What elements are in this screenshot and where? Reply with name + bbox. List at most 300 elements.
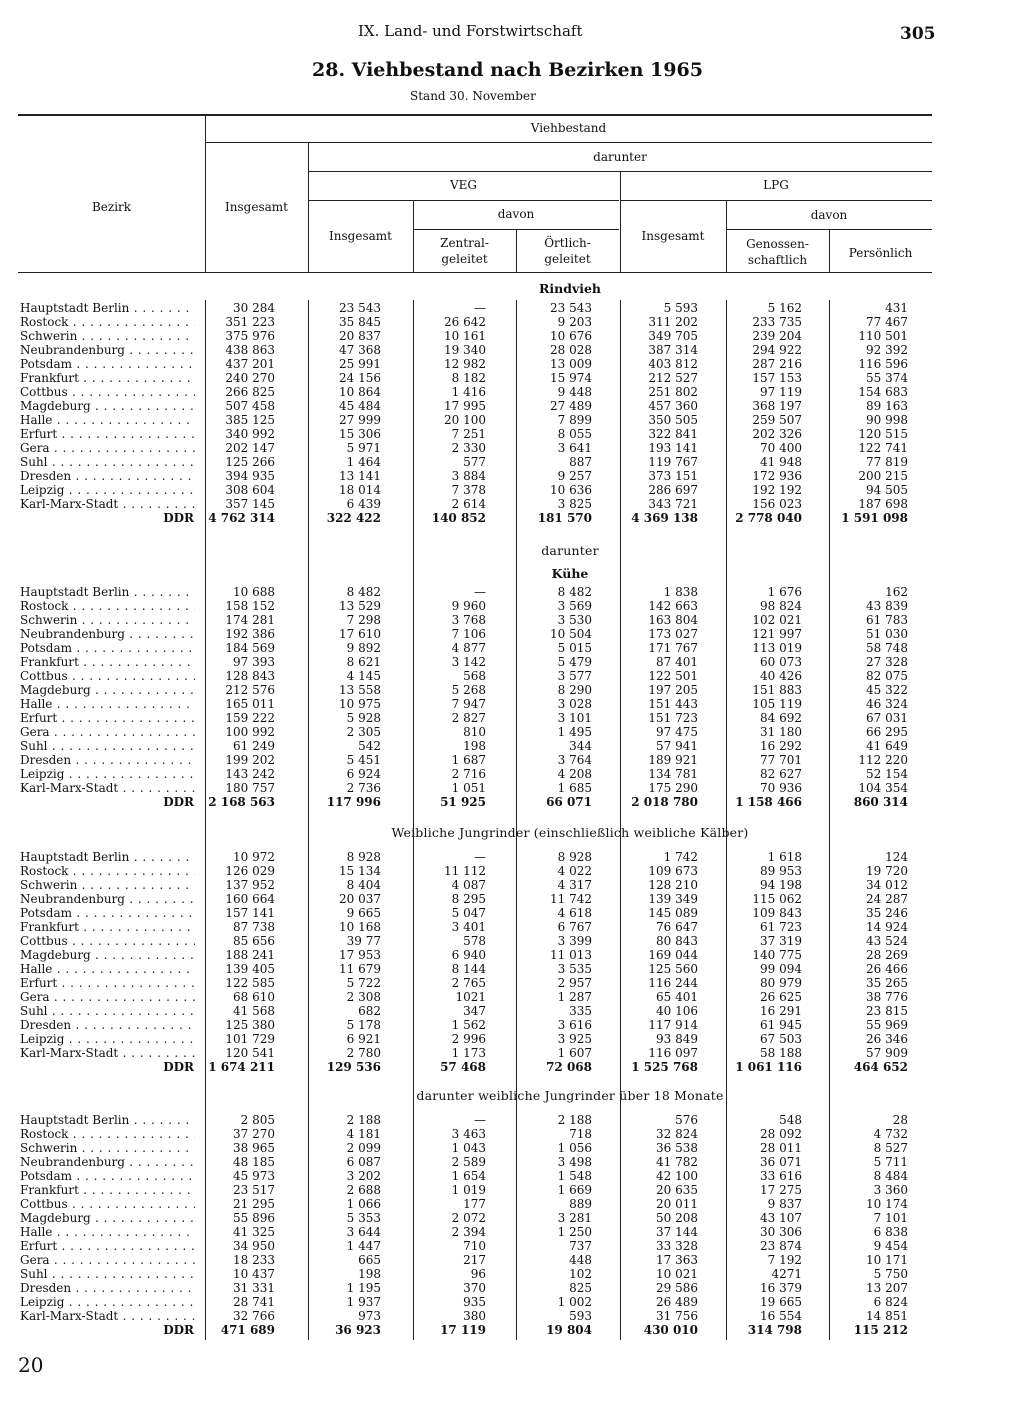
value-cell: 28 — [892, 1113, 908, 1127]
value-cell: 32 766 — [233, 1309, 275, 1323]
value-cell: 20 037 — [339, 892, 381, 906]
header-bezirk: Bezirk — [91, 200, 132, 214]
value-cell: 61 783 — [866, 613, 908, 627]
value-cell: 5 178 — [346, 1018, 381, 1032]
value-cell: 347 — [463, 1004, 486, 1018]
value-cell: 3 641 — [557, 441, 592, 455]
header-zentral-line1: Zentral- — [440, 236, 489, 250]
value-cell: 38 965 — [233, 1141, 275, 1155]
value-cell: 193 141 — [648, 441, 698, 455]
value-cell: 41 325 — [233, 1225, 275, 1239]
total-label: DDR — [163, 1323, 194, 1337]
table-row — [0, 753, 1024, 767]
table-row — [0, 906, 1024, 920]
value-cell: 37 144 — [656, 1225, 698, 1239]
value-cell: 17 995 — [444, 399, 486, 413]
value-cell: 7 106 — [451, 627, 486, 641]
value-cell: 58 748 — [866, 641, 908, 655]
header-divider — [516, 229, 517, 272]
value-cell: 192 192 — [752, 483, 802, 497]
value-cell: 17 953 — [339, 948, 381, 962]
bezirk-name: Karl-Marx-Stadt . . . — [20, 781, 195, 795]
table-row — [0, 1183, 1024, 1197]
value-cell: 259 507 — [752, 413, 802, 427]
value-cell: 2 589 — [451, 1155, 486, 1169]
value-cell: 2 827 — [451, 711, 486, 725]
value-cell: 180 757 — [225, 781, 275, 795]
header-divider — [308, 142, 309, 272]
value-cell: 184 569 — [225, 641, 275, 655]
bezirk-name: Leipzig . . . — [20, 483, 195, 497]
value-cell: 41 649 — [866, 739, 908, 753]
value-cell: 26 642 — [444, 315, 486, 329]
bezirk-name: Frankfurt . . . — [20, 920, 195, 934]
value-cell: 197 205 — [648, 683, 698, 697]
value-cell: 41 568 — [233, 1004, 275, 1018]
value-cell: 33 328 — [656, 1239, 698, 1253]
value-cell: 17 119 — [440, 1323, 486, 1337]
table-row — [0, 1018, 1024, 1032]
table-row — [0, 641, 1024, 655]
table-row — [0, 1169, 1024, 1183]
value-cell: 5 353 — [346, 1211, 381, 1225]
value-cell: 370 — [463, 1281, 486, 1295]
value-cell: 110 501 — [858, 329, 908, 343]
table-row — [0, 357, 1024, 371]
value-cell: 102 021 — [752, 613, 802, 627]
value-cell: 109 673 — [648, 864, 698, 878]
value-cell: 43 524 — [866, 934, 908, 948]
value-cell: 26 625 — [760, 990, 802, 1004]
value-cell: 97 119 — [760, 385, 802, 399]
value-cell: 3 569 — [557, 599, 592, 613]
value-cell: 2 778 040 — [735, 511, 802, 525]
value-cell: 3 498 — [557, 1155, 592, 1169]
value-cell: 94 198 — [760, 878, 802, 892]
value-cell: 24 156 — [339, 371, 381, 385]
value-cell: 9 448 — [557, 385, 592, 399]
value-cell: 45 484 — [339, 399, 381, 413]
value-cell: — — [474, 585, 486, 599]
value-cell: 128 843 — [225, 669, 275, 683]
bezirk-name: Magdeburg . . . — [20, 399, 195, 413]
value-cell: 30 306 — [760, 1225, 802, 1239]
value-cell: 48 185 — [233, 1155, 275, 1169]
value-cell: 96 — [470, 1267, 486, 1281]
footer-mark: 20 — [18, 1353, 44, 1377]
value-cell: 27 489 — [550, 399, 592, 413]
table-row — [0, 962, 1024, 976]
value-cell: 438 863 — [225, 343, 275, 357]
value-cell: 3 535 — [557, 962, 592, 976]
value-cell: 2 394 — [451, 1225, 486, 1239]
header-veg: VEG — [449, 178, 477, 192]
section-title: Weibliche Jungrinder (einschließlich weibliche Kälber) — [391, 825, 749, 840]
value-cell: 5 047 — [451, 906, 486, 920]
value-cell: 172 936 — [752, 469, 802, 483]
bezirk-name: Hauptstadt Berlin . . . — [20, 1113, 195, 1127]
bezirk-name: Dresden . . . — [20, 469, 195, 483]
value-cell: 102 — [569, 1267, 592, 1281]
value-cell: 1 838 — [663, 585, 698, 599]
value-cell: 174 281 — [225, 613, 275, 627]
value-cell: 368 197 — [752, 399, 802, 413]
value-cell: 3 463 — [451, 1127, 486, 1141]
value-cell: 1 002 — [557, 1295, 592, 1309]
value-cell: 115 062 — [752, 892, 802, 906]
value-cell: 124 — [885, 850, 908, 864]
bezirk-name: Rostock . . . — [20, 315, 195, 329]
value-cell: 116 596 — [858, 357, 908, 371]
value-cell: 430 010 — [643, 1323, 698, 1337]
table-row — [0, 892, 1024, 906]
value-cell: 2 736 — [346, 781, 381, 795]
value-cell: 542 — [358, 739, 381, 753]
table-row — [0, 497, 1024, 511]
value-cell: 239 204 — [752, 329, 802, 343]
value-cell: 7 298 — [346, 613, 381, 627]
value-cell: 89 163 — [866, 399, 908, 413]
value-cell: 47 368 — [339, 343, 381, 357]
value-cell: 116 244 — [648, 976, 698, 990]
bezirk-name: Hauptstadt Berlin . . . — [20, 585, 195, 599]
bezirk-name: Gera . . . — [20, 441, 195, 455]
header-rule-1 — [205, 142, 932, 143]
table-row — [0, 1032, 1024, 1046]
value-cell: 17 610 — [339, 627, 381, 641]
value-cell: 437 201 — [225, 357, 275, 371]
value-cell: 10 168 — [339, 920, 381, 934]
bezirk-name: Gera . . . — [20, 1253, 195, 1267]
header-veg-davon: davon — [497, 207, 535, 221]
bezirk-name: Rostock . . . — [20, 599, 195, 613]
value-cell: 6 439 — [346, 497, 381, 511]
bezirk-name: Dresden . . . — [20, 753, 195, 767]
value-cell: 8 290 — [557, 683, 592, 697]
value-cell: 6 767 — [557, 920, 592, 934]
value-cell: 14 851 — [866, 1309, 908, 1323]
value-cell: 1 061 116 — [735, 1060, 802, 1074]
bezirk-name: Erfurt . . . — [20, 976, 195, 990]
bezirk-name: Hauptstadt Berlin . . . — [20, 301, 195, 315]
value-cell: 173 027 — [648, 627, 698, 641]
value-cell: 343 721 — [648, 497, 698, 511]
value-cell: 1 195 — [346, 1281, 381, 1295]
value-cell: 140 775 — [752, 948, 802, 962]
table-row — [0, 878, 1024, 892]
table-row — [0, 441, 1024, 455]
value-cell: 1 742 — [663, 850, 698, 864]
value-cell: 5 451 — [346, 753, 381, 767]
value-cell: 77 819 — [866, 455, 908, 469]
value-cell: 181 570 — [537, 511, 592, 525]
value-cell: 4 369 138 — [631, 511, 698, 525]
value-cell: 1 685 — [557, 781, 592, 795]
value-cell: 1 464 — [346, 455, 381, 469]
table-row — [0, 697, 1024, 711]
value-cell: 10 688 — [233, 585, 275, 599]
value-cell: 154 683 — [858, 385, 908, 399]
value-cell: 2 688 — [346, 1183, 381, 1197]
value-cell: 9 960 — [451, 599, 486, 613]
value-cell: 1 676 — [767, 585, 802, 599]
value-cell: 294 922 — [752, 343, 802, 357]
value-cell: 36 538 — [656, 1141, 698, 1155]
bezirk-name: Frankfurt . . . — [20, 371, 195, 385]
value-cell: 87 401 — [656, 655, 698, 669]
table-row — [0, 1004, 1024, 1018]
value-cell: 13 141 — [339, 469, 381, 483]
value-cell: 9 892 — [346, 641, 381, 655]
value-cell: 2 072 — [451, 1211, 486, 1225]
value-cell: 4 618 — [557, 906, 592, 920]
value-cell: 65 401 — [656, 990, 698, 1004]
value-cell: 80 843 — [656, 934, 698, 948]
value-cell: 1 056 — [557, 1141, 592, 1155]
value-cell: 18 233 — [233, 1253, 275, 1267]
value-cell: 387 314 — [648, 343, 698, 357]
bezirk-name: Halle . . . — [20, 413, 195, 427]
value-cell: 12 982 — [444, 357, 486, 371]
value-cell: 94 505 — [866, 483, 908, 497]
value-cell: 23 543 — [550, 301, 592, 315]
bezirk-name: Gera . . . — [20, 990, 195, 1004]
header-bottom-rule — [18, 272, 932, 273]
value-cell: 98 824 — [760, 599, 802, 613]
value-cell: 20 100 — [444, 413, 486, 427]
value-cell: 112 220 — [858, 753, 908, 767]
value-cell: 973 — [358, 1309, 381, 1323]
value-cell: 9 837 — [767, 1197, 802, 1211]
value-cell: 119 767 — [648, 455, 698, 469]
table-row — [0, 329, 1024, 343]
value-cell: 4 762 314 — [208, 511, 275, 525]
value-cell: 3 616 — [557, 1018, 592, 1032]
header-genossen-line2: schaftlich — [747, 253, 808, 267]
value-cell: 13 558 — [339, 683, 381, 697]
table-row — [0, 781, 1024, 795]
value-cell: 34 012 — [866, 878, 908, 892]
bezirk-name: Schwerin . . . — [20, 1141, 195, 1155]
value-cell: 7 899 — [557, 413, 592, 427]
header-zentral — [413, 235, 516, 267]
value-cell: 286 697 — [648, 483, 698, 497]
value-cell: 718 — [569, 1127, 592, 1141]
value-cell: 25 991 — [339, 357, 381, 371]
table-row — [0, 1046, 1024, 1060]
value-cell: 19 720 — [866, 864, 908, 878]
value-cell: 5 268 — [451, 683, 486, 697]
bezirk-name: Potsdam . . . — [20, 641, 195, 655]
value-cell: 20 635 — [656, 1183, 698, 1197]
value-cell: 3 360 — [873, 1183, 908, 1197]
bezirk-name: Hauptstadt Berlin . . . — [20, 850, 195, 864]
value-cell: 308 604 — [225, 483, 275, 497]
value-cell: 121 997 — [752, 627, 802, 641]
value-cell: 810 — [463, 725, 486, 739]
value-cell: 67 031 — [866, 711, 908, 725]
bezirk-name: Schwerin . . . — [20, 329, 195, 343]
value-cell: 5 750 — [873, 1267, 908, 1281]
value-cell: 122 501 — [648, 669, 698, 683]
header-top-rule — [18, 114, 932, 116]
table-row — [0, 427, 1024, 441]
value-cell: 145 089 — [648, 906, 698, 920]
table-row — [0, 413, 1024, 427]
value-cell: 139 349 — [648, 892, 698, 906]
table-row — [0, 739, 1024, 753]
value-cell: 1 173 — [451, 1046, 486, 1060]
header-lpg-davon: davon — [810, 208, 848, 222]
value-cell: 2 765 — [451, 976, 486, 990]
value-cell: 340 992 — [225, 427, 275, 441]
value-cell: 2 330 — [451, 441, 486, 455]
value-cell: 357 145 — [225, 497, 275, 511]
value-cell: 578 — [463, 934, 486, 948]
value-cell: 16 379 — [760, 1281, 802, 1295]
value-cell: 3 530 — [557, 613, 592, 627]
total-row — [0, 511, 1024, 525]
value-cell: 7 192 — [767, 1253, 802, 1267]
header-divider — [205, 114, 206, 272]
table-row — [0, 976, 1024, 990]
value-cell: 825 — [569, 1281, 592, 1295]
value-cell: 122 741 — [858, 441, 908, 455]
value-cell: 1 066 — [346, 1197, 381, 1211]
value-cell: 1 158 466 — [735, 795, 802, 809]
value-cell: 3 768 — [451, 613, 486, 627]
value-cell: 2 018 780 — [631, 795, 698, 809]
value-cell: 1 548 — [557, 1169, 592, 1183]
value-cell: 116 097 — [648, 1046, 698, 1060]
value-cell: 38 776 — [866, 990, 908, 1004]
header-rule-veg — [308, 200, 619, 201]
value-cell: 32 824 — [656, 1127, 698, 1141]
bezirk-name: Halle . . . — [20, 697, 195, 711]
value-cell: 2 305 — [346, 725, 381, 739]
header-lpg-insgesamt: Insgesamt — [641, 229, 705, 243]
value-cell: 156 023 — [752, 497, 802, 511]
value-cell: 1 287 — [557, 990, 592, 1004]
value-cell: 55 969 — [866, 1018, 908, 1032]
value-cell: 464 652 — [853, 1060, 908, 1074]
bezirk-name: Cottbus . . . — [20, 669, 195, 683]
bezirk-name: Suhl . . . — [20, 455, 195, 469]
value-cell: 92 392 — [866, 343, 908, 357]
value-cell: 212 576 — [225, 683, 275, 697]
table-row — [0, 301, 1024, 315]
table-row — [0, 1295, 1024, 1309]
value-cell: 344 — [569, 739, 592, 753]
value-cell: 4 208 — [557, 767, 592, 781]
value-cell: 1 654 — [451, 1169, 486, 1183]
value-cell: 287 216 — [752, 357, 802, 371]
bezirk-name: Cottbus . . . — [20, 934, 195, 948]
value-cell: 10 972 — [233, 850, 275, 864]
value-cell: 3 028 — [557, 697, 592, 711]
header-darunter: darunter — [593, 150, 647, 164]
value-cell: 860 314 — [853, 795, 908, 809]
header-oertlich — [516, 235, 619, 267]
value-cell: 10 174 — [866, 1197, 908, 1211]
value-cell: 19 665 — [760, 1295, 802, 1309]
value-cell: 568 — [463, 669, 486, 683]
value-cell: 66 071 — [546, 795, 592, 809]
value-cell: 117 914 — [648, 1018, 698, 1032]
value-cell: 169 044 — [648, 948, 698, 962]
table-row — [0, 1253, 1024, 1267]
value-cell: — — [474, 1113, 486, 1127]
value-cell: 52 154 — [866, 767, 908, 781]
value-cell: 105 119 — [752, 697, 802, 711]
value-cell: 710 — [463, 1239, 486, 1253]
bezirk-name: Frankfurt . . . — [20, 1183, 195, 1197]
bezirk-name: Erfurt . . . — [20, 427, 195, 441]
value-cell: 3 101 — [557, 711, 592, 725]
value-cell: 17 275 — [760, 1183, 802, 1197]
value-cell: 2 780 — [346, 1046, 381, 1060]
bezirk-name: Neubrandenburg . . . — [20, 627, 195, 641]
value-cell: 28 741 — [233, 1295, 275, 1309]
value-cell: 202 147 — [225, 441, 275, 455]
table-row — [0, 725, 1024, 739]
header-genossen-line1: Genossen- — [746, 237, 809, 251]
table-row — [0, 1141, 1024, 1155]
value-cell: 31 756 — [656, 1309, 698, 1323]
value-cell: 10 676 — [550, 329, 592, 343]
value-cell: 1 416 — [451, 385, 486, 399]
table-row — [0, 920, 1024, 934]
value-cell: 26 346 — [866, 1032, 908, 1046]
total-label: DDR — [163, 511, 194, 525]
value-cell: 87 738 — [233, 920, 275, 934]
value-cell: 6 824 — [873, 1295, 908, 1309]
value-cell: 139 405 — [225, 962, 275, 976]
value-cell: 13 009 — [550, 357, 592, 371]
value-cell: 10 171 — [866, 1253, 908, 1267]
value-cell: 3 884 — [451, 469, 486, 483]
value-cell: 887 — [569, 455, 592, 469]
value-cell: 7 251 — [451, 427, 486, 441]
table-row — [0, 1267, 1024, 1281]
value-cell: 2 957 — [557, 976, 592, 990]
total-row — [0, 1060, 1024, 1074]
table-subtitle: Stand 30. November — [410, 89, 536, 103]
bezirk-name: Suhl . . . — [20, 739, 195, 753]
value-cell: 1 019 — [451, 1183, 486, 1197]
value-cell: 23 543 — [339, 301, 381, 315]
value-cell: 1 051 — [451, 781, 486, 795]
value-cell: 198 — [463, 739, 486, 753]
value-cell: 351 223 — [225, 315, 275, 329]
value-cell: 157 141 — [225, 906, 275, 920]
value-cell: 4 022 — [557, 864, 592, 878]
value-cell: 15 306 — [339, 427, 381, 441]
value-cell: 37 270 — [233, 1127, 275, 1141]
value-cell: 8 482 — [346, 585, 381, 599]
value-cell: 16 291 — [760, 1004, 802, 1018]
value-cell: 1 687 — [451, 753, 486, 767]
bezirk-name: Erfurt . . . — [20, 711, 195, 725]
value-cell: 137 952 — [225, 878, 275, 892]
table-row — [0, 1155, 1024, 1169]
value-cell: 2 614 — [451, 497, 486, 511]
value-cell: 198 — [358, 1267, 381, 1281]
value-cell: 101 729 — [225, 1032, 275, 1046]
value-cell: 1 495 — [557, 725, 592, 739]
table-row — [0, 371, 1024, 385]
value-cell: 349 705 — [648, 329, 698, 343]
